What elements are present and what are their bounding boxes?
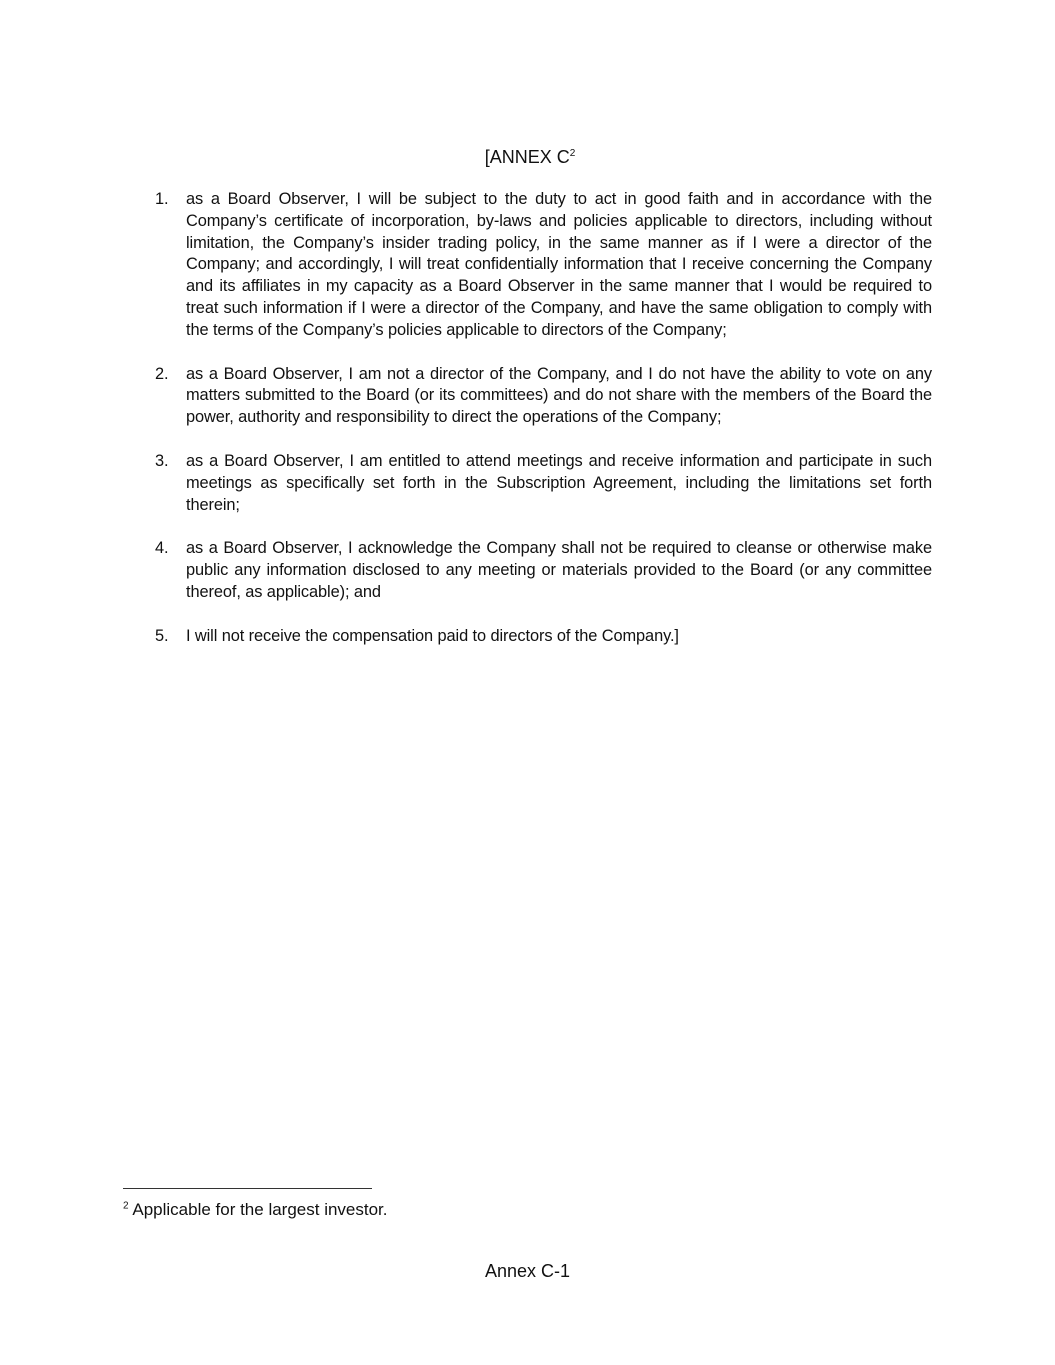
- list-item-number: 4.: [155, 539, 169, 558]
- title-footnote-ref: 2: [569, 148, 576, 159]
- footnote: [123, 1199, 388, 1221]
- page-label: Annex C-1: [484, 1261, 571, 1281]
- list-item: [150, 451, 932, 516]
- list-item-text: as a Board Observer, I will be subject to the duty to act in good faith and in accordance with the Company’s certificate of incorporation, by-laws and policies applicable to directors, including without limitation, the Company’s insider trading policy, in the same manner as if I were a director of the Company; and accordingly, I will treat confidentially information that I receive concerning the Company and its affiliates in my capacity as a Board Observer in the same manner that I would be required to treat such information if I were a director of the Company, and have the same obligation to comply with the terms of the Company’s policies applicable to directors of the Company;: [186, 190, 932, 339]
- footnote-separator: [123, 1188, 372, 1189]
- list-item-text: as a Board Observer, I acknowledge the Company shall not be required to cleanse or otherwise make public any information disclosed to any meeting or materials provided to the Board (or any committee thereof, as applicable); and: [186, 539, 932, 601]
- list-item-text: I will not receive the compensation paid to directors of the Company.]: [186, 626, 679, 645]
- footnote-text: Applicable for the largest investor.: [132, 1200, 388, 1219]
- list-item-number: 2.: [155, 364, 169, 383]
- list-item: [150, 538, 932, 603]
- list-item: [150, 364, 932, 429]
- list-item-number: 3.: [155, 451, 169, 470]
- list-item-number: 5.: [155, 626, 169, 645]
- observer-acknowledgements-list: [150, 189, 932, 670]
- list-item: [150, 189, 932, 342]
- list-item-text: as a Board Observer, I am not a director of the Company, and I do not have the ability to vote on any matters submitted to the Board (or its committees) and do not share with the members of the Board the power, authority and responsibility to direct the operations of the Company;: [186, 364, 932, 427]
- annex-title: [0, 146, 1055, 168]
- annex-title-text: [ANNEX C: [484, 147, 570, 167]
- list-item-text: as a Board Observer, I am entitled to attend meetings and receive information and participate in such meetings as specifically set forth in the Subscription Agreement, including the limitations set forth therein;: [186, 451, 932, 514]
- list-item-number: 1.: [155, 190, 169, 208]
- list-item: [150, 626, 932, 648]
- footnote-marker: 2: [123, 1200, 129, 1212]
